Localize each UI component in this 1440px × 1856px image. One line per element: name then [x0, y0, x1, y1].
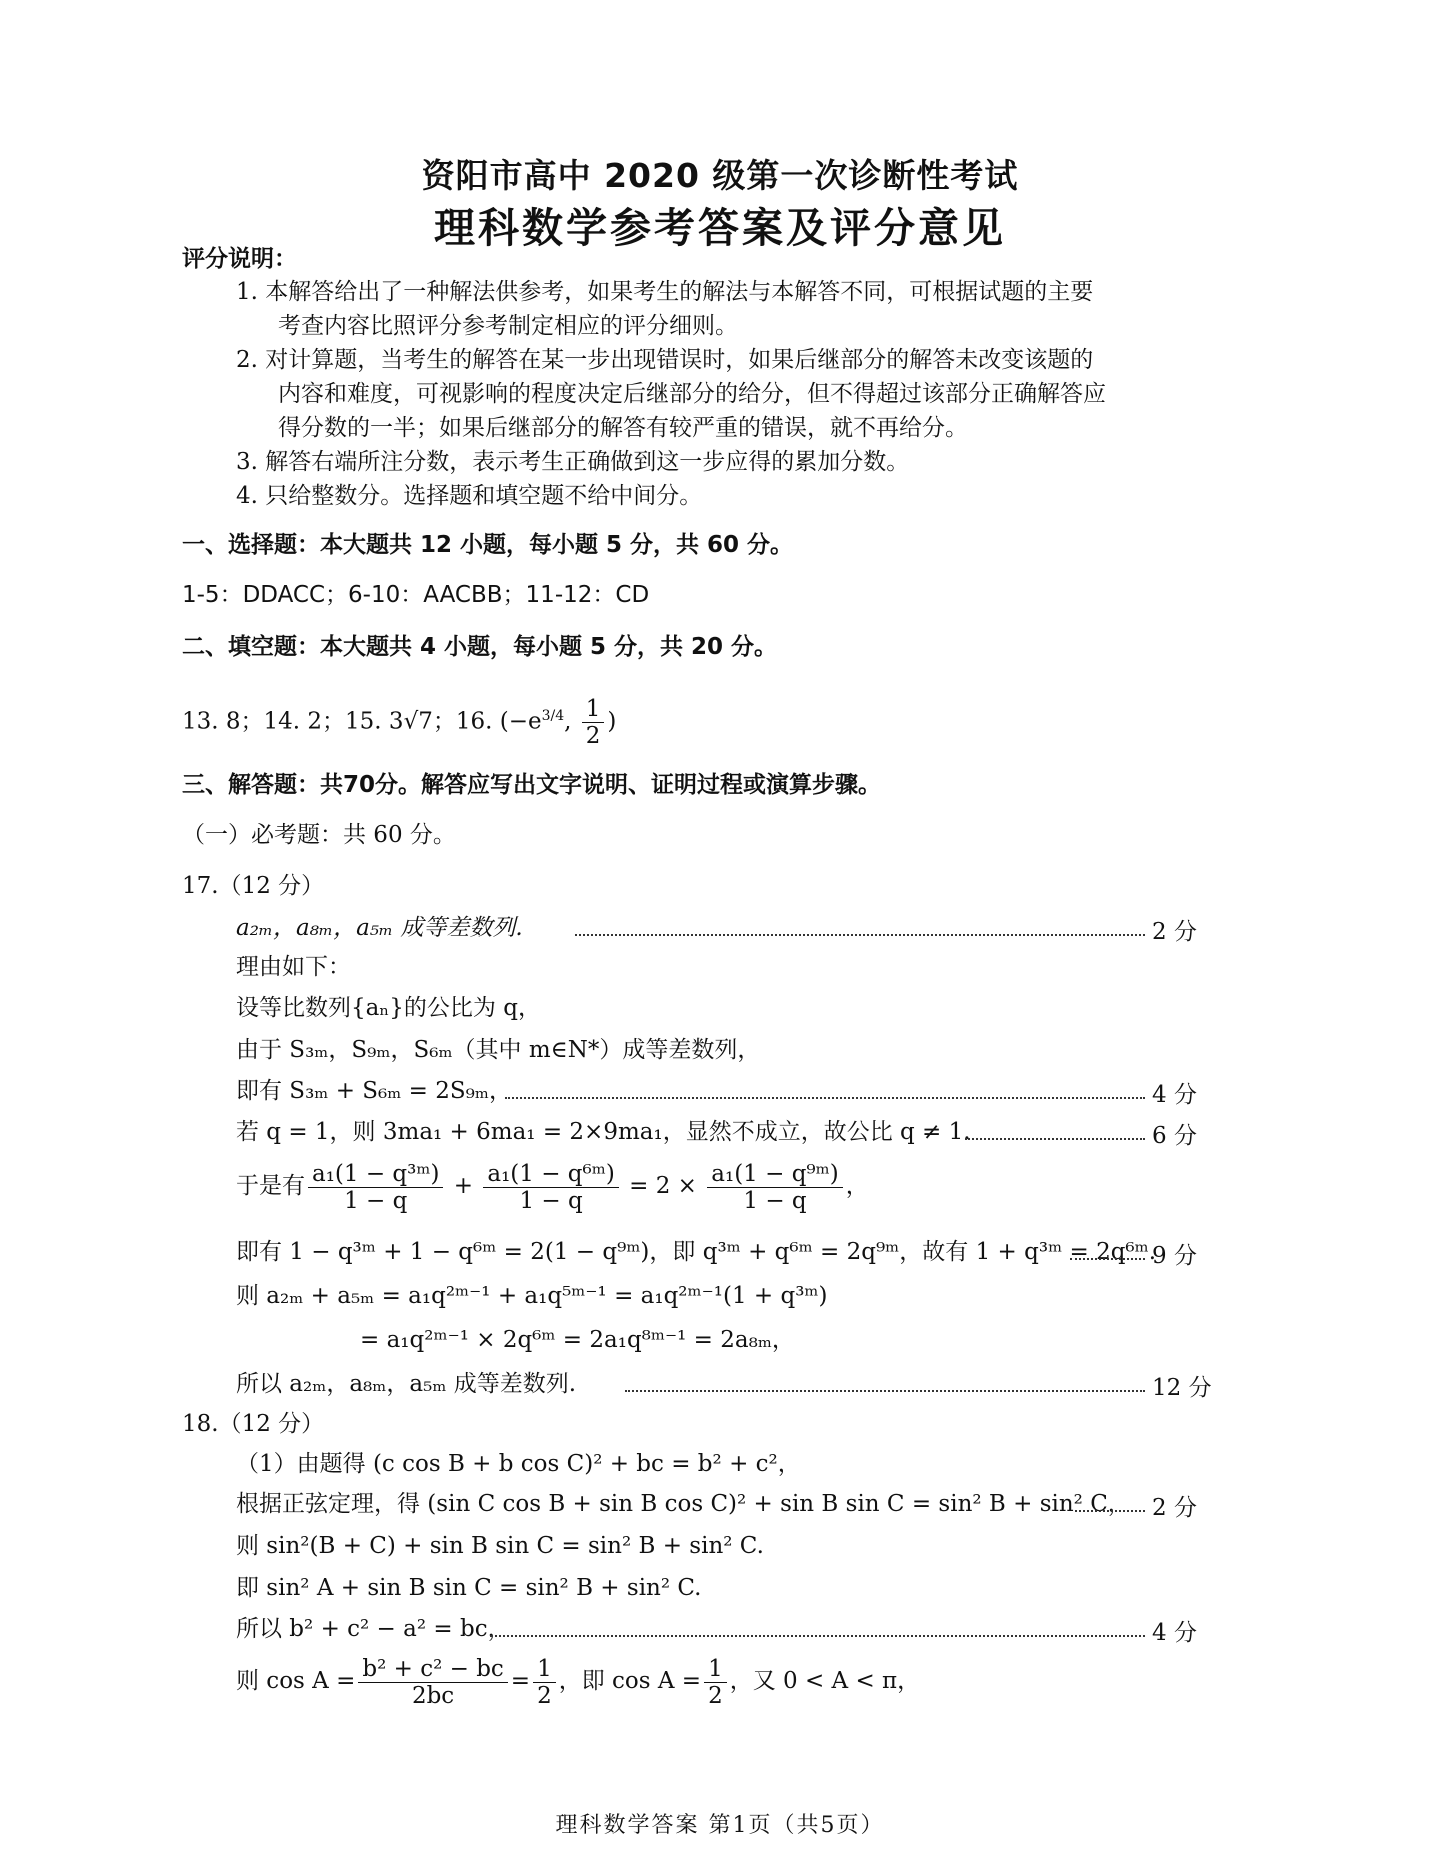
- q17-line-11: 所以 a₂ₘ，a₈ₘ，a₅ₘ 成等差数列.: [236, 1371, 577, 1397]
- q17-line-4: 由于 S₃ₘ，S₉ₘ，S₆ₘ（其中 m∈N*）成等差数列，: [236, 1037, 761, 1063]
- q17-dots-11: [625, 1390, 1145, 1392]
- q18-line-6-prefix: 则 cos A =: [236, 1668, 356, 1694]
- q17-line-2: 理由如下：: [236, 954, 351, 980]
- answer-16-fraction: $\frac{1}{2}$: [582, 696, 605, 749]
- note-1: 1. 本解答给出了一种解法供参考，如果考生的解法与本解答不同，可根据试题的主要: [236, 279, 1094, 305]
- q17-line-9: 则 a₂ₘ + a₅ₘ = a₁q²ᵐ⁻¹ + a₁q⁵ᵐ⁻¹ = a₁q²ᵐ⁻¹(1 + q³ᵐ): [236, 1283, 828, 1309]
- page-footer: 理科数学答案 第1页（共5页）: [555, 1813, 885, 1838]
- q18-line-5: 所以 b² + c² − a² = bc，: [236, 1616, 511, 1642]
- q17-fraction-2: $\frac{\text{a₁(1 − q⁶ᵐ)}}{1 - q}$: [483, 1161, 618, 1214]
- q17-fraction-3: $\frac{\text{a₁(1 − q⁹ᵐ)}}{1 - q}$: [707, 1161, 842, 1214]
- q18-dots-5: [490, 1635, 1145, 1637]
- answer-key-title: 理科数学参考答案及评分意见: [434, 204, 1006, 252]
- section3-subheading: （一）必考题：共 60 分。: [182, 822, 456, 848]
- q17-score-1: 2 分: [1152, 919, 1197, 945]
- q18-line-3: 则 sin²(B + C) + sin B sin C = sin² B + sin² C.: [236, 1533, 764, 1559]
- section1-heading: 一、选择题：本大题共 12 小题，每小题 5 分，共 60 分。: [182, 532, 794, 558]
- q17-line-7-prefix: 于是有: [236, 1173, 305, 1199]
- section2-answers: [182, 690, 616, 749]
- section1-answers: 1-5：DDACC；6-10：AACBB；11-12：CD: [182, 582, 650, 608]
- q18-line-4: 即 sin² A + sin B sin C = sin² B + sin² C.: [236, 1575, 702, 1601]
- q18-line-6-mid: ，即 cos A =: [558, 1668, 702, 1694]
- q17-dots-6: [965, 1138, 1145, 1140]
- note-2-cont: 内容和难度，可视影响的程度决定后继部分的给分，但不得超过该部分正确解答应: [278, 381, 1106, 407]
- q17-line-8: 即有 1 − q³ᵐ + 1 − q⁶ᵐ = 2(1 − q⁹ᵐ)，即 q³ᵐ + q⁶ᵐ = 2q⁹ᵐ，故有 1 + q³ᵐ = 2q⁶ᵐ.: [236, 1239, 1157, 1265]
- q18-fraction-1: $\frac{\text{b² + c² − bc}}{2bc}$: [358, 1656, 507, 1709]
- q18-line-6-end: ，又 0 < A < π，: [729, 1668, 921, 1694]
- q17-line-6: 若 q = 1，则 3ma₁ + 6ma₁ = 2×9ma₁，显然不成立，故公比 q ≠ 1.: [236, 1119, 971, 1145]
- note-2: 2. 对计算题，当考生的解答在某一步出现错误时，如果后继部分的解答未改变该题的: [236, 347, 1094, 373]
- q18-fraction-3: $\frac{1}{2}$: [704, 1656, 727, 1709]
- q18-fraction-2: $\frac{1}{2}$: [533, 1656, 556, 1709]
- q17-line-7-mid: = 2 ×: [629, 1173, 697, 1199]
- q18-line-2: 根据正弦定理，得 (sin C cos B + sin B cos C)² + sin B sin C = sin² B + sin² C，: [236, 1491, 1131, 1517]
- q17-score-11: 12 分: [1152, 1375, 1212, 1401]
- q17-line-1: a₂ₘ，a₈ₘ，a₅ₘ 成等差数列.: [236, 915, 523, 941]
- answers-13-16: 13. 8；14. 2；15. 3√7；16. (−e: [182, 708, 542, 735]
- q17-line-7: 于是有 $\frac{\text{a₁(1 − q³ᵐ)}}{1 - q}$ + $\frac{\text{a₁(1 − q⁶ᵐ)}}{1 - q}$ = 2 × $\frac{\text{a₁(1 − q⁹ᵐ)}}{1 - q}$ ，: [236, 1160, 869, 1214]
- q18-score-5: 4 分: [1152, 1620, 1197, 1646]
- q17-dots-5: [505, 1097, 1145, 1099]
- q17-score-6: 6 分: [1152, 1123, 1197, 1149]
- q17-line-10: = a₁q²ᵐ⁻¹ × 2q⁶ᵐ = 2a₁q⁸ᵐ⁻¹ = 2a₈ₘ，: [360, 1327, 795, 1353]
- answer-16-sep: ,: [564, 708, 579, 735]
- q17-line-3: 设等比数列{aₙ}的公比为 q，: [236, 995, 541, 1021]
- q18-line-6: [236, 1652, 920, 1710]
- answer-16-close: ): [607, 708, 617, 735]
- note-1-cont: 考查内容比照评分参考制定相应的评分细则。: [278, 313, 738, 339]
- section3-heading: 三、解答题：共70分。解答应写出文字说明、证明过程或演算步骤。: [182, 772, 882, 798]
- q17-line-5: 即有 S₃ₘ + S₆ₘ = 2S₉ₘ，: [236, 1078, 512, 1104]
- q17-score-5: 4 分: [1152, 1082, 1197, 1108]
- note-4: 4. 只给整数分。选择题和填空题不给中间分。: [236, 483, 703, 509]
- note-2-cont2: 得分数的一半；如果后继部分的解答有较严重的错误，就不再给分。: [278, 415, 968, 441]
- q17-fraction-1: $\frac{\text{a₁(1 − q³ᵐ)}}{1 - q}$: [308, 1161, 443, 1214]
- scoring-notes-heading: 评分说明：: [182, 246, 297, 272]
- answer-16-exponent: 3/4: [541, 708, 565, 724]
- q18-line-1: （1）由题得 (c cos B + b cos C)² + bc = b² + c²，: [236, 1451, 801, 1477]
- exam-title: 资阳市高中 2020 级第一次诊断性考试: [421, 156, 1019, 195]
- q18-score-2: 2 分: [1152, 1495, 1197, 1521]
- q17-dots-8: [1070, 1258, 1145, 1260]
- q17-dots-1: [575, 934, 1145, 936]
- q18-dots-2: [1075, 1510, 1145, 1512]
- q17-line-7-end: ，: [845, 1173, 869, 1199]
- section2-heading: 二、填空题：本大题共 4 小题，每小题 5 分，共 20 分。: [182, 634, 778, 660]
- q17-label: 17.（12 分）: [182, 873, 325, 899]
- note-3: 3. 解答右端所注分数，表示考生正确做到这一步应得的累加分数。: [236, 449, 910, 475]
- q17-score-8: 9 分: [1152, 1243, 1197, 1269]
- q18-label: 18.（12 分）: [182, 1411, 325, 1437]
- q18-line-6-eq: =: [510, 1668, 531, 1694]
